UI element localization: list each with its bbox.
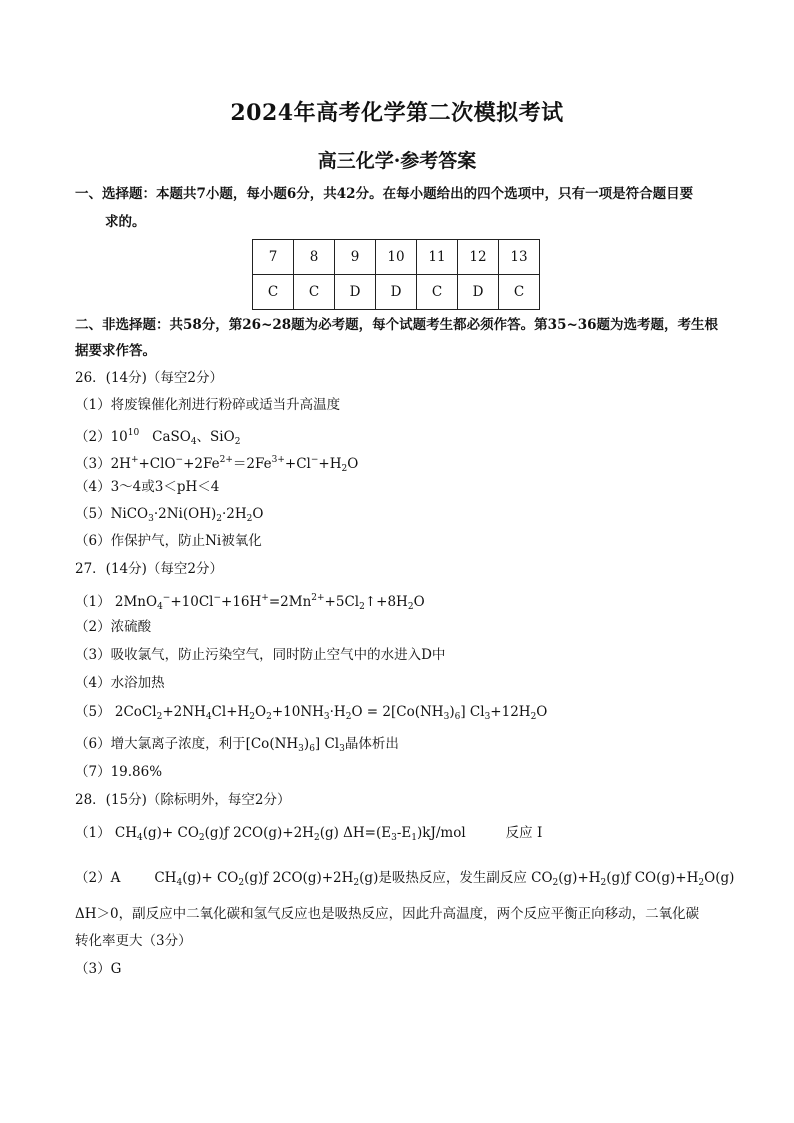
q27-answer-5: （5） $2CoCl_2+2NH_4Cl+H_2O_2+10NH_3\cdot H_2O = 2[Co(NH_3)_6]$ $Cl_3+12H_2O$ (75, 704, 548, 722)
section1-instructions: 一、选择题：本题共7小题，每小题6分，共42分。在每小题给出的四个选项中，只有一项是符合题目要 (75, 186, 694, 202)
q27-answer-4: （4）水浴加热 (75, 675, 165, 691)
q28-answer-2-cont2: 转化率更大（3分） (75, 933, 192, 949)
question-number: 8 (294, 240, 335, 275)
q26-answer-2: $(2)10^{10}$ CaSO$_4$、SiO$_2$ (75, 428, 241, 447)
q27-answer-7: （7）19.86% (75, 764, 163, 780)
question-number: 10 (376, 240, 417, 275)
q28-answer-3: （3）G (75, 961, 122, 977)
multiple-choice-answer-table (252, 239, 540, 310)
q26-answer-1: （1）将废镍催化剂进行粉碎或适当升高温度 (75, 397, 341, 413)
answer-cell: C (253, 275, 294, 310)
page-title: 2024年高考化学第二次模拟考试 (230, 100, 564, 126)
q26-answer-6: （6）作保护气，防止Ni被氧化 (75, 533, 262, 549)
section1-instructions-cont: 求的。 (105, 214, 146, 230)
q26-answer-3: $(3)2H^++ClO^-+2Fe^{2+}=2Fe^{3+}+Cl^-+H_2O$ (75, 455, 359, 474)
q27-answer-1: （1） $2MnO_4^-+10Cl^-+16H^+=2Mn^{2+}+5Cl_2↑+8H_2O$ (75, 593, 425, 612)
q28-answer-2-cont: ΔH＞0，副反应中二氧化碳和氢气反应也是吸热反应，因此升高温度，两个反应平衡正向移动，二氧化碳 (75, 906, 700, 922)
answer-cell: D (458, 275, 499, 310)
q26-header: 26．(14分)（每空2分） (75, 370, 223, 386)
section2-instructions-cont: 据要求作答。 (75, 343, 156, 359)
q26-answer-4: （4）3～4或3＜pH＜4 (75, 479, 220, 495)
answer-row (253, 275, 540, 310)
answer-cell: C (417, 275, 458, 310)
question-number: 7 (253, 240, 294, 275)
answer-cell: D (335, 275, 376, 310)
q27-header: 27．(14分)（每空2分） (75, 561, 223, 577)
q26-answer-5: $(5)NiCO_3\cdot 2Ni(OH)_2\cdot 2H_2O$ (75, 506, 264, 524)
answer-cell: C (294, 275, 335, 310)
question-number: 13 (499, 240, 540, 275)
answer-cell: D (376, 275, 417, 310)
question-number-row (253, 240, 540, 275)
q27-answer-2: （2）浓硫酸 (75, 619, 152, 635)
answer-cell: C (499, 275, 540, 310)
q28-answer-2: （2）A $CH_4(g)+$ $CO_2(g)ƒ$ $2CO(g)+2H_2(g)$是吸热反应，发生副反应 $CO_2(g)+H_2(g)ƒ$ $CO(g)+H_2O(g)$ (75, 870, 735, 888)
question-number: 11 (417, 240, 458, 275)
page-subtitle: 高三化学·参考答案 (317, 150, 477, 172)
question-number: 9 (335, 240, 376, 275)
question-number: 12 (458, 240, 499, 275)
q27-answer-3: （3）吸收氯气，防止污染空气，同时防止空气中的水进入D中 (75, 647, 446, 663)
q27-answer-6: （6）增大氯离子浓度，利于$[Co(NH_3)_6]$ $Cl_3$晶体析出 (75, 736, 399, 754)
q28-answer-1: （1） $CH_4(g)+$ $CO_2(g)ƒ$ $2CO(g)+2H_2(g)$ $\Delta H=(E_3-E_1)kJ$/mol 反应 I (75, 825, 543, 843)
q28-header: 28．(15分)（除标明外，每空2分） (75, 792, 291, 808)
section2-instructions: 二、非选择题：共58分，第26~28题为必考题，每个试题考生都必须作答。第35~36题为选考题，考生根 (75, 317, 719, 333)
